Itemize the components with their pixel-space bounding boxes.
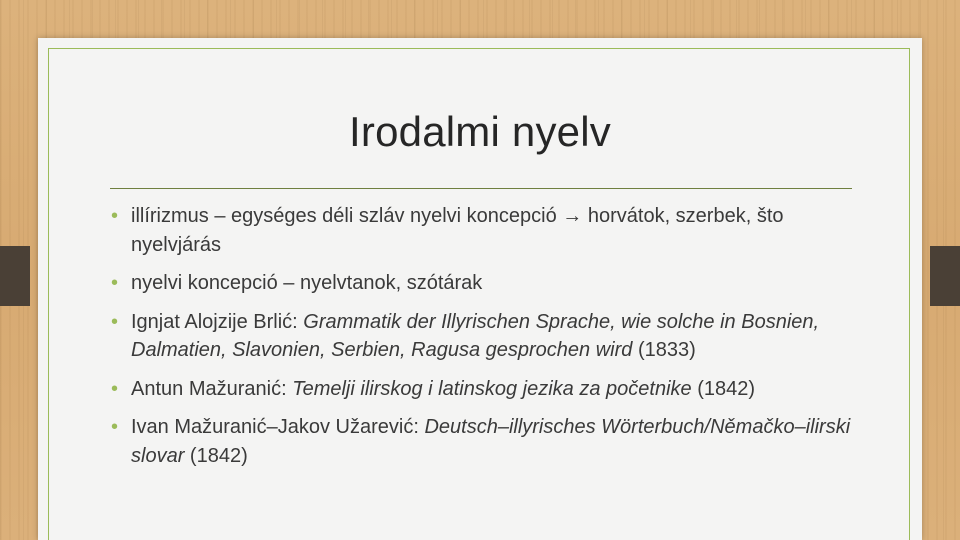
bullet-text: illírizmus – egységes déli szláv nyelvi koncepció → horvátok, szerbek, što nyelvjárás xyxy=(131,205,784,256)
bullet-item xyxy=(111,202,871,259)
bullet-text: nyelvi koncepció – nyelvtanok, szótárak xyxy=(131,272,483,294)
bullet-italic-text: Temelji ilirskog i latinskog jezika za početnike xyxy=(292,377,692,400)
bullet-dot-icon: • xyxy=(111,416,119,438)
bullet-item xyxy=(111,269,871,298)
bullet-item xyxy=(111,308,871,365)
bullet-item xyxy=(111,413,871,470)
bullet-text: Ignjat Alojzije Brlić: xyxy=(131,310,304,333)
bullet-trailing-text: (1833) xyxy=(632,339,696,361)
bullet-dot-icon: • xyxy=(111,310,119,333)
bullet-dot-icon: • xyxy=(111,205,119,227)
left-side-tab xyxy=(0,246,30,306)
bullet-text: Antun Mažuranić: xyxy=(131,377,293,400)
slide-card xyxy=(38,38,922,540)
right-side-tab xyxy=(930,246,960,306)
bullet-list xyxy=(111,202,871,480)
bullet-item xyxy=(111,375,871,404)
bullet-text: Ivan Mažuranić–Jakov Užarević: xyxy=(131,416,425,438)
bullet-italic-text: Deutsch–illyrisches Wörterbuch/Němačko–ilirski slovar xyxy=(131,416,851,467)
title-divider xyxy=(110,188,852,189)
bullet-trailing-text: (1842) xyxy=(184,444,248,467)
bullet-dot-icon: • xyxy=(111,272,119,294)
bullet-italic-text: Grammatik der Illyrischen Sprache, wie solche in Bosnien, Dalmatien, Slavonien, Serbien, Ragusa gesprochen wird xyxy=(131,310,820,361)
bullet-trailing-text: (1842) xyxy=(691,377,756,400)
slide-title: Irodalmi nyelv xyxy=(349,108,611,155)
bullet-dot-icon: • xyxy=(111,377,119,400)
